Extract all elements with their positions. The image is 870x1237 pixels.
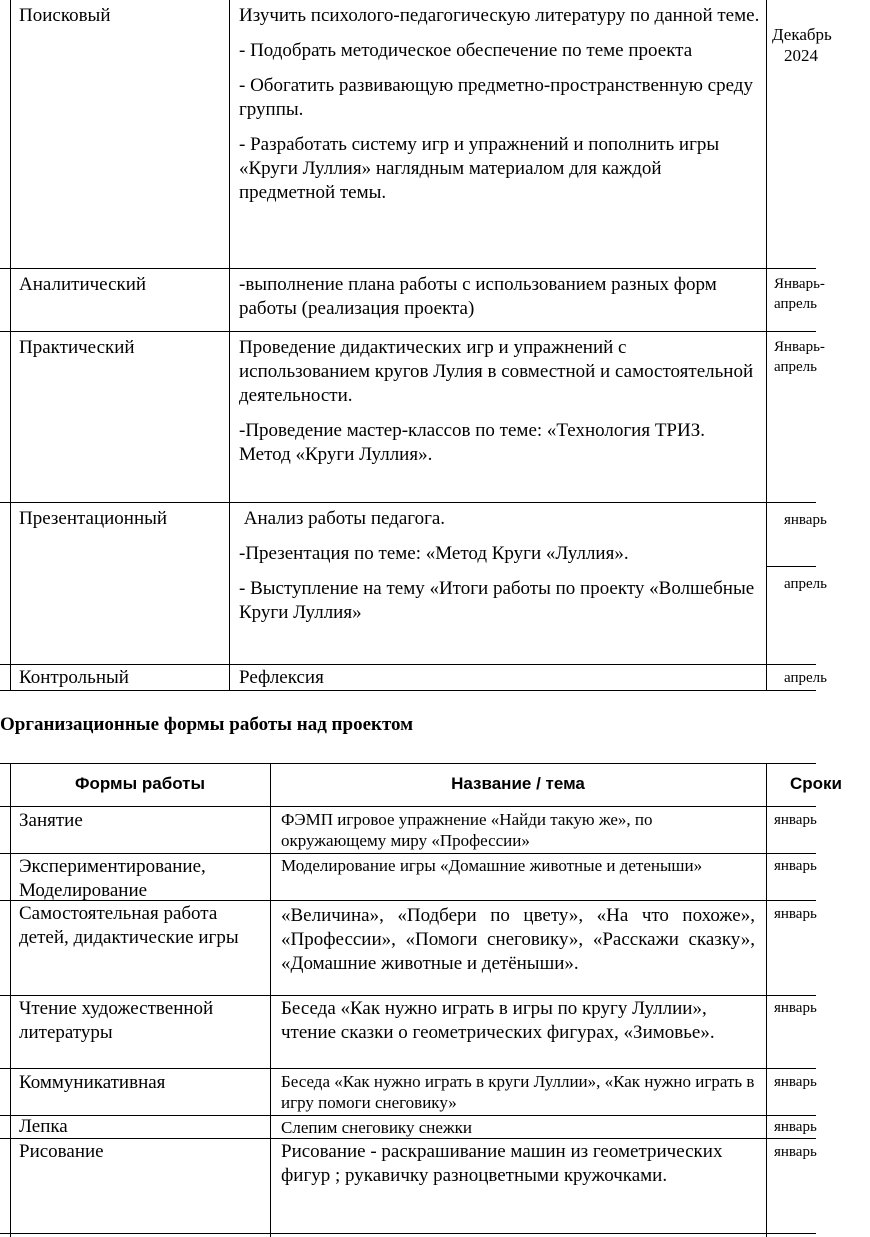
task-text: - Обогатить развивающую предметно-пространственную среду группы. [239, 75, 753, 120]
row-divider [766, 566, 816, 567]
row-divider [0, 763, 816, 764]
form-topic: Беседа «Как нужно играть в круги Луллии», «Как нужно играть в игру помоги снеговику» [281, 1072, 755, 1112]
form-term: январь [774, 1144, 817, 1160]
stage-period: апрель [784, 670, 827, 686]
task-text: Изучить психолого-педагогическую литературу по данной теме. [239, 5, 760, 26]
row-divider [0, 1068, 816, 1069]
form-topic: Беседа «Как нужно играть в игры по кругу Луллии», чтение сказки о геометрических фигурах, «Зимовье». [281, 998, 715, 1043]
task-text: Анализ работы педагога. [239, 508, 446, 529]
stage-name: Контрольный [19, 667, 129, 688]
row-divider [0, 690, 816, 691]
table-border [10, 0, 11, 690]
row-divider [0, 995, 816, 996]
form-name: Занятие [19, 810, 83, 831]
form-name: Чтение художественной литературы [19, 998, 214, 1043]
table-border [10, 763, 11, 1237]
form-topic: Рисование - раскрашивание машин из геометрических фигур ; рукавичку разноцветными кружочками. [281, 1141, 723, 1186]
form-term: январь [774, 1000, 817, 1016]
stage-period: Декабрь 2024 [772, 25, 832, 65]
task-text: -Проведение мастер-классов по теме: «Технология ТРИЗ. Метод «Круги Луллия». [239, 420, 705, 465]
stage-tasks [239, 666, 761, 690]
section-heading: Организационные формы работы над проектом [0, 714, 414, 735]
form-name: Лепка [19, 1116, 68, 1137]
row-divider [0, 502, 816, 503]
column-header-forms: Формы работы [74, 774, 205, 793]
stage-name: Практический [19, 337, 135, 358]
task-text: - Выступление на тему «Итоги работы по проекту «Волшебные Круги Луллия» [239, 578, 755, 623]
column-header-term: Сроки [790, 774, 843, 793]
row-divider [0, 331, 816, 332]
form-topic: Слепим снеговику снежки [281, 1118, 472, 1137]
stage-period: апрель [784, 576, 827, 592]
row-divider [0, 806, 816, 807]
form-name: Экспериментирование, Моделирование [19, 856, 206, 901]
stage-period: январь [784, 512, 827, 528]
stage-tasks [239, 273, 761, 321]
table-border [766, 763, 767, 1237]
form-term: январь [774, 1074, 817, 1090]
form-term: январь [774, 812, 817, 828]
column-header-topic: Название / тема [451, 774, 585, 793]
stage-name: Аналитический [19, 274, 147, 295]
table-border [270, 763, 271, 1237]
form-name: Коммуникативная [19, 1072, 166, 1093]
form-term: январь [774, 906, 817, 922]
table-border [766, 0, 767, 690]
task-text: Рефлексия [239, 667, 324, 688]
task-text: - Подобрать методическое обеспечение по теме проекта [239, 40, 693, 61]
row-divider [0, 664, 816, 665]
form-term: январь [774, 1119, 817, 1135]
form-topic: «Величина», «Подбери по цвету», «На что похоже», «Профессии», «Помоги снеговику», «Расскажи сказку», «Домашние животные и детёныши». [281, 905, 755, 974]
row-divider [0, 268, 816, 269]
task-text: -Презентация по теме: «Метод Круги «Луллия». [239, 543, 629, 564]
row-divider [0, 853, 816, 854]
form-topic: Моделирование игры «Домашние животные и детеныши» [281, 856, 703, 875]
stage-tasks [239, 4, 761, 205]
stage-period: Январь- апрель [774, 339, 825, 375]
task-text: -выполнение плана работы с использованием разных форм работы (реализация проекта) [239, 274, 717, 319]
form-term: январь [774, 858, 817, 874]
table-border [229, 0, 230, 690]
stage-period: Январь- апрель [774, 276, 825, 312]
form-name: Рисование [19, 1141, 104, 1162]
stage-tasks [239, 336, 761, 467]
task-text: - Разработать систему игр и упражнений и пополнить игры «Круги Луллия» наглядным материалом для каждой предметной темы. [239, 134, 720, 203]
form-topic: ФЭМП игровое упражнение «Найди такую же», по окружающему миру «Профессии» [281, 810, 653, 850]
row-divider [0, 1233, 816, 1234]
stage-tasks [239, 507, 761, 625]
form-name: Самостоятельная работа детей, дидактические игры [19, 903, 239, 948]
stage-name: Презентационный [19, 508, 168, 529]
task-text: Проведение дидактических игр и упражнений с использованием кругов Лулия в совместной и самостоятельной деятельности. [239, 337, 754, 406]
stage-name: Поисковый [19, 5, 111, 26]
